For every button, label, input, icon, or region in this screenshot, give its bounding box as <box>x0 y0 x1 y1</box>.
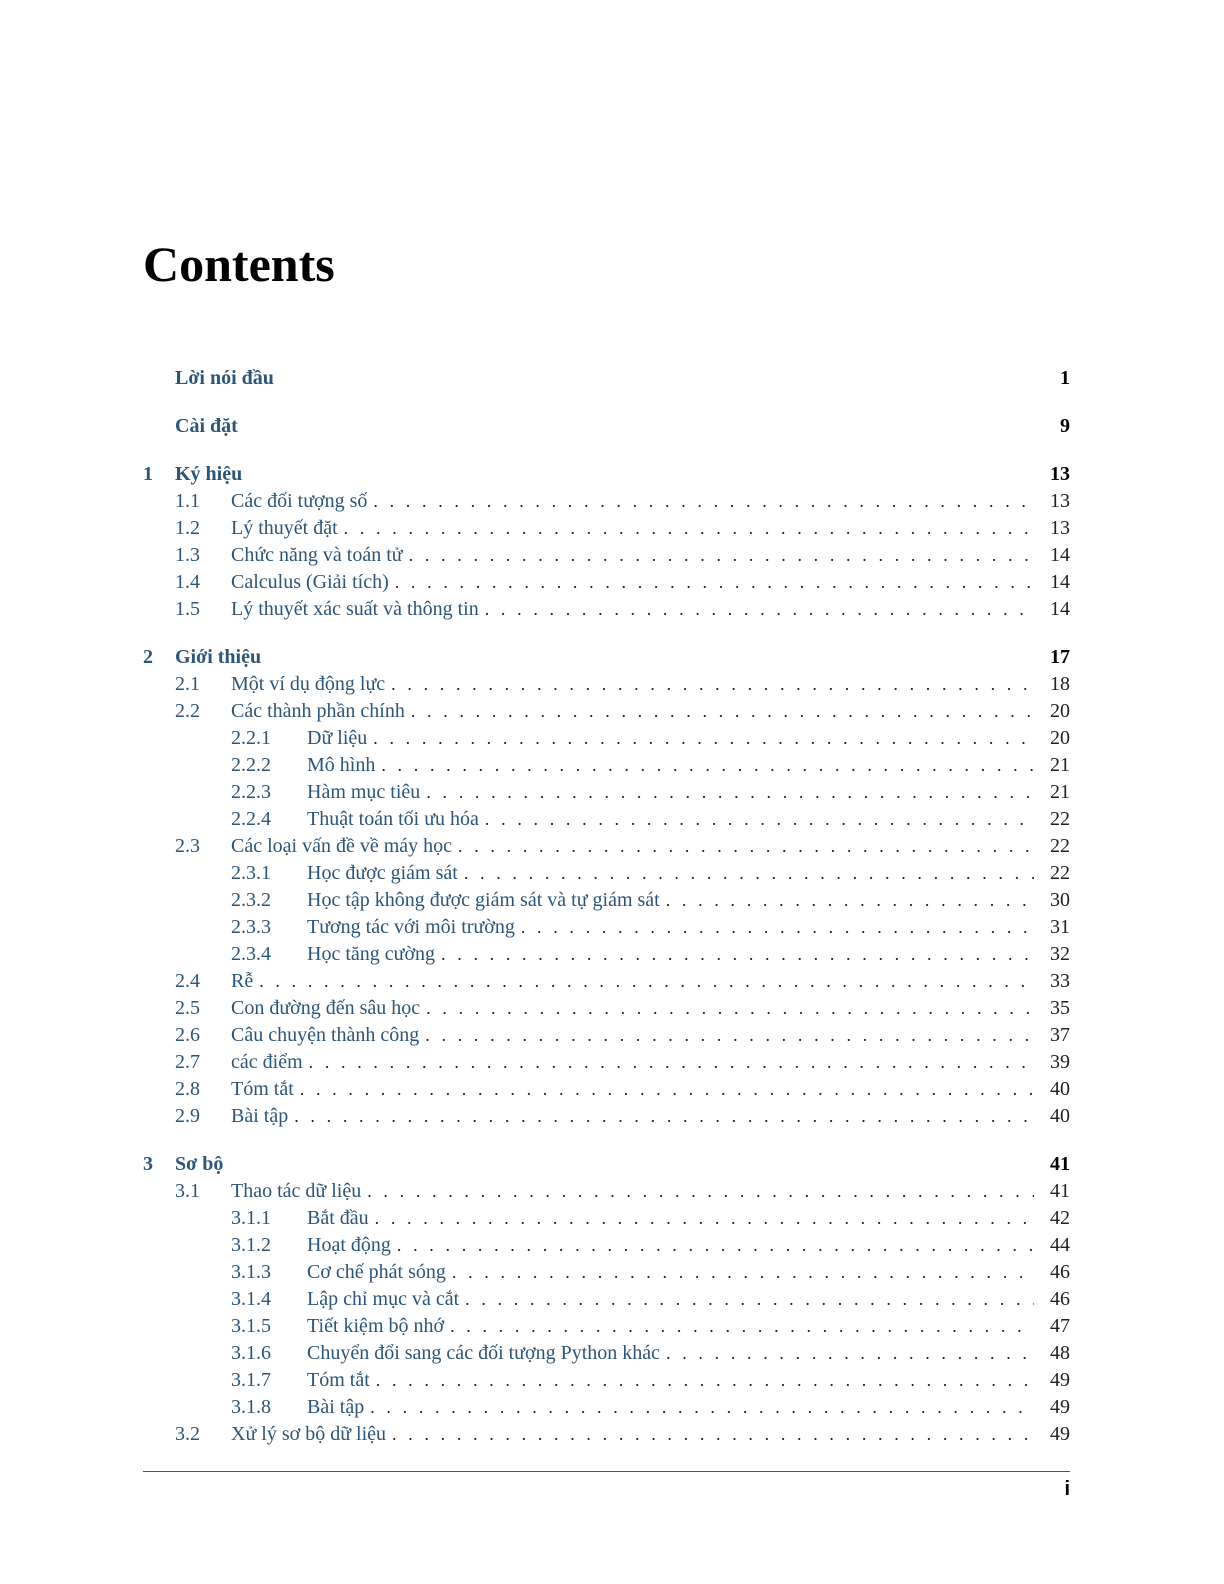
toc-entry-page[interactable]: 22 <box>1050 862 1070 884</box>
toc-entry-page[interactable]: 35 <box>1050 997 1070 1019</box>
toc-entry-number: 2.4 <box>175 970 200 992</box>
toc-entry-number: 2.2.2 <box>231 754 271 776</box>
toc-entry-page[interactable]: 32 <box>1050 943 1070 965</box>
toc-leader-dots <box>344 515 1034 542</box>
toc-entry-page[interactable]: 14 <box>1050 544 1070 566</box>
toc-section-entry[interactable] <box>143 1076 1070 1103</box>
toc-leader-dots <box>381 752 1034 779</box>
toc-subsection-entry[interactable] <box>143 779 1070 806</box>
toc-entry-title[interactable]: Tóm tắt <box>307 1369 370 1391</box>
toc-leader-dots <box>450 1313 1034 1340</box>
toc-entry-title[interactable]: Calculus (Giải tích) <box>231 571 389 593</box>
toc-entry-title[interactable]: Thao tác dữ liệu <box>231 1180 362 1202</box>
toc-entry-number: 3.1.1 <box>231 1207 271 1229</box>
toc-entry-title[interactable]: Các thành phần chính <box>231 700 405 722</box>
toc-leader-dots <box>666 1340 1034 1367</box>
toc-entry-page[interactable]: 37 <box>1050 1024 1070 1046</box>
toc-entry-title[interactable]: Sơ bộ <box>175 1153 224 1175</box>
toc-entry-number: 1.4 <box>175 571 200 593</box>
toc-entry-number: 2.7 <box>175 1051 200 1073</box>
toc-leader-dots <box>397 1232 1034 1259</box>
toc-leader-dots <box>373 488 1034 515</box>
toc-subsection-entry[interactable] <box>143 887 1070 914</box>
toc-entry-page[interactable]: 30 <box>1050 889 1070 911</box>
toc-entry-title[interactable]: Các đối tượng số <box>231 490 368 512</box>
toc-leader-dots <box>375 1205 1034 1232</box>
toc-leader-dots <box>441 941 1034 968</box>
toc-leader-dots <box>367 1178 1034 1205</box>
toc-leader-dots <box>391 671 1034 698</box>
toc-entry-page[interactable]: 9 <box>1060 415 1070 437</box>
toc-section-entry[interactable] <box>143 1022 1070 1049</box>
toc-entry-page[interactable]: 33 <box>1050 970 1070 992</box>
toc-entry-page[interactable]: 14 <box>1050 571 1070 593</box>
toc-section-entry[interactable] <box>143 1103 1070 1130</box>
toc-entry-number: 2.1 <box>175 673 200 695</box>
toc-entry-page[interactable]: 17 <box>1050 646 1070 668</box>
table-of-contents <box>143 364 1070 1448</box>
toc-entry-page[interactable]: 40 <box>1050 1105 1070 1127</box>
toc-subsection-entry[interactable] <box>143 1259 1070 1286</box>
toc-entry-number: 1 <box>143 463 153 485</box>
toc-entry-title[interactable]: Lý thuyết đặt <box>231 517 338 539</box>
toc-chapter-entry[interactable] <box>143 643 1070 671</box>
toc-entry-page[interactable]: 13 <box>1050 490 1070 512</box>
toc-leader-dots <box>409 542 1034 569</box>
toc-entry-title[interactable]: Hàm mục tiêu <box>307 781 421 803</box>
toc-entry-title[interactable]: Tương tác với môi trường <box>307 916 515 938</box>
toc-entry-number: 2 <box>143 646 153 668</box>
toc-entry-number: 1.5 <box>175 598 200 620</box>
toc-leader-dots <box>392 1421 1034 1448</box>
toc-entry-page[interactable]: 44 <box>1050 1234 1070 1256</box>
toc-entry-number: 1.2 <box>175 517 200 539</box>
toc-leader-dots <box>426 995 1034 1022</box>
toc-entry-number: 3.1.7 <box>231 1369 271 1391</box>
footer-rule <box>143 1471 1070 1472</box>
toc-entry-page[interactable]: 49 <box>1050 1369 1070 1391</box>
toc-subsection-entry[interactable] <box>143 752 1070 779</box>
toc-subsection-entry[interactable] <box>143 941 1070 968</box>
toc-entry-number: 3.1.4 <box>231 1288 271 1310</box>
toc-subsection-entry[interactable] <box>143 1286 1070 1313</box>
toc-entry-title[interactable]: Lý thuyết xác suất và thông tin <box>231 598 479 620</box>
toc-entry-title[interactable]: Học tập không được giám sát và tự giám sát <box>307 889 660 911</box>
toc-entry-title[interactable]: Chức năng và toán tử <box>231 544 403 566</box>
toc-leader-dots <box>666 887 1034 914</box>
toc-section-entry[interactable] <box>143 968 1070 995</box>
toc-entry-number: 2.3.3 <box>231 916 271 938</box>
toc-leader-dots <box>376 1367 1034 1394</box>
toc-leader-dots <box>309 1049 1034 1076</box>
toc-entry-page[interactable]: 18 <box>1050 673 1070 695</box>
toc-entry-page[interactable]: 39 <box>1050 1051 1070 1073</box>
toc-entry-title[interactable]: Bắt đầu <box>307 1207 369 1229</box>
toc-section-entry[interactable] <box>143 488 1070 515</box>
toc-entry-number: 3.1.3 <box>231 1261 271 1283</box>
toc-entry-title[interactable]: các điểm <box>231 1051 303 1073</box>
toc-subsection-entry[interactable] <box>143 860 1070 887</box>
toc-entry-title[interactable]: Học được giám sát <box>307 862 458 884</box>
toc-entry-page[interactable]: 22 <box>1050 835 1070 857</box>
toc-subsection-entry[interactable] <box>143 806 1070 833</box>
toc-entry-page[interactable]: 21 <box>1050 754 1070 776</box>
toc-entry-number: 2.3.2 <box>231 889 271 911</box>
toc-entry-number: 3.2 <box>175 1423 200 1445</box>
toc-entry-title[interactable]: Lập chỉ mục và cắt <box>307 1288 460 1310</box>
toc-section-entry[interactable] <box>143 596 1070 623</box>
toc-leader-dots <box>464 860 1034 887</box>
toc-entry-number: 2.2.3 <box>231 781 271 803</box>
toc-entry-page[interactable]: 41 <box>1050 1180 1070 1202</box>
page-number: i <box>1064 1478 1070 1500</box>
toc-entry-page[interactable]: 20 <box>1050 727 1070 749</box>
toc-chapter-entry[interactable] <box>143 1150 1070 1178</box>
toc-entry-number: 2.9 <box>175 1105 200 1127</box>
toc-entry-title[interactable]: Rễ <box>231 970 254 992</box>
toc-subsection-entry[interactable] <box>143 1340 1070 1367</box>
toc-entry-number: 3.1.2 <box>231 1234 271 1256</box>
toc-section-entry[interactable] <box>143 671 1070 698</box>
toc-entry-page[interactable]: 22 <box>1050 808 1070 830</box>
toc-section-entry[interactable] <box>143 1178 1070 1205</box>
toc-entry-page[interactable]: 49 <box>1050 1423 1070 1445</box>
toc-entry-number: 3.1.8 <box>231 1396 271 1418</box>
toc-subsection-entry[interactable] <box>143 1367 1070 1394</box>
toc-entry-page[interactable]: 13 <box>1050 463 1070 485</box>
toc-leader-dots <box>370 1394 1034 1421</box>
toc-entry-title[interactable]: Các loại vấn đề về máy học <box>231 835 453 857</box>
toc-section-entry[interactable] <box>143 515 1070 542</box>
toc-subsection-entry[interactable] <box>143 725 1070 752</box>
toc-leader-dots <box>294 1103 1034 1130</box>
toc-leader-dots <box>395 569 1034 596</box>
toc-entry-page[interactable]: 14 <box>1050 598 1070 620</box>
toc-leader-dots <box>373 725 1034 752</box>
toc-leader-dots <box>411 698 1034 725</box>
toc-section-entry[interactable] <box>143 1421 1070 1448</box>
toc-entry-title[interactable]: Câu chuyện thành công <box>231 1024 420 1046</box>
toc-entry-number: 3.1.5 <box>231 1315 271 1337</box>
toc-entry-number: 2.6 <box>175 1024 200 1046</box>
toc-entry-number: 3 <box>143 1153 153 1175</box>
toc-leader-dots <box>458 833 1034 860</box>
toc-entry-page[interactable]: 31 <box>1050 916 1070 938</box>
toc-entry-number: 2.3 <box>175 835 200 857</box>
toc-entry-title[interactable]: Cài đặt <box>175 415 238 437</box>
toc-subsection-entry[interactable] <box>143 1394 1070 1421</box>
toc-leader-dots <box>452 1259 1034 1286</box>
toc-entry-page[interactable]: 49 <box>1050 1396 1070 1418</box>
toc-entry-title[interactable]: Thuật toán tối ưu hóa <box>307 808 479 830</box>
toc-entry-number: 2.5 <box>175 997 200 1019</box>
toc-entry-page[interactable]: 48 <box>1050 1342 1070 1364</box>
toc-entry-title[interactable]: Tiết kiệm bộ nhớ <box>307 1315 445 1337</box>
toc-section-entry[interactable] <box>143 833 1070 860</box>
toc-entry-title[interactable]: Bài tập <box>307 1396 365 1418</box>
toc-entry-title[interactable]: Dữ liệu <box>307 727 368 749</box>
toc-entry-title[interactable]: Lời nói đầu <box>175 367 274 389</box>
toc-entry-number: 3.1.6 <box>231 1342 271 1364</box>
toc-subsection-entry[interactable] <box>143 914 1070 941</box>
toc-entry-page[interactable]: 41 <box>1050 1153 1070 1175</box>
toc-entry-number: 1.3 <box>175 544 200 566</box>
toc-section-entry[interactable] <box>143 569 1070 596</box>
toc-chapter-entry[interactable] <box>143 364 1070 392</box>
toc-entry-page[interactable]: 40 <box>1050 1078 1070 1100</box>
toc-leader-dots <box>300 1076 1034 1103</box>
toc-entry-title[interactable]: Tóm tắt <box>231 1078 294 1100</box>
toc-entry-title[interactable]: Con đường đến sâu học <box>231 997 421 1019</box>
toc-entry-page[interactable]: 20 <box>1050 700 1070 722</box>
toc-entry-number: 1.1 <box>175 490 200 512</box>
toc-entry-page[interactable]: 21 <box>1050 781 1070 803</box>
toc-entry-number: 2.2 <box>175 700 200 722</box>
toc-section-entry[interactable] <box>143 542 1070 569</box>
toc-section-entry[interactable] <box>143 698 1070 725</box>
toc-entry-number: 2.3.1 <box>231 862 271 884</box>
toc-entry-number: 2.8 <box>175 1078 200 1100</box>
toc-entry-title[interactable]: Bài tập <box>231 1105 289 1127</box>
toc-chapter-entry[interactable] <box>143 460 1070 488</box>
toc-entry-title[interactable]: Xử lý sơ bộ dữ liệu <box>231 1423 387 1445</box>
toc-subsection-entry[interactable] <box>143 1313 1070 1340</box>
toc-entry-number: 2.2.4 <box>231 808 271 830</box>
page-title: Contents <box>143 235 335 292</box>
toc-chapter-entry[interactable] <box>143 412 1070 440</box>
toc-entry-number: 2.2.1 <box>231 727 271 749</box>
toc-entry-number: 2.3.4 <box>231 943 271 965</box>
toc-section-entry[interactable] <box>143 995 1070 1022</box>
toc-leader-dots <box>521 914 1034 941</box>
toc-entry-title[interactable]: Học tăng cường <box>307 943 436 965</box>
toc-entry-page[interactable]: 46 <box>1050 1288 1070 1310</box>
toc-entry-title[interactable]: Chuyển đổi sang các đối tượng Python khác <box>307 1342 661 1364</box>
toc-entry-title[interactable]: Giới thiệu <box>175 646 262 668</box>
toc-entry-title[interactable]: Ký hiệu <box>175 463 243 485</box>
toc-leader-dots <box>465 1286 1034 1313</box>
toc-leader-dots <box>425 1022 1034 1049</box>
toc-section-entry[interactable] <box>143 1049 1070 1076</box>
toc-entry-title[interactable]: Cơ chế phát sóng <box>307 1261 446 1283</box>
toc-entry-page[interactable]: 47 <box>1050 1315 1070 1337</box>
toc-entry-page[interactable]: 46 <box>1050 1261 1070 1283</box>
toc-entry-page[interactable]: 1 <box>1060 367 1070 389</box>
toc-leader-dots <box>485 596 1034 623</box>
toc-entry-number: 3.1 <box>175 1180 200 1202</box>
toc-subsection-entry[interactable] <box>143 1205 1070 1232</box>
toc-leader-dots <box>485 806 1034 833</box>
toc-entry-page[interactable]: 42 <box>1050 1207 1070 1229</box>
toc-entry-title[interactable]: Mô hình <box>307 754 376 776</box>
toc-entry-page[interactable]: 13 <box>1050 517 1070 539</box>
toc-leader-dots <box>426 779 1034 806</box>
toc-leader-dots <box>259 968 1034 995</box>
toc-entry-title[interactable]: Một ví dụ động lực <box>231 673 386 695</box>
toc-subsection-entry[interactable] <box>143 1232 1070 1259</box>
toc-entry-title[interactable]: Hoạt động <box>307 1234 391 1256</box>
